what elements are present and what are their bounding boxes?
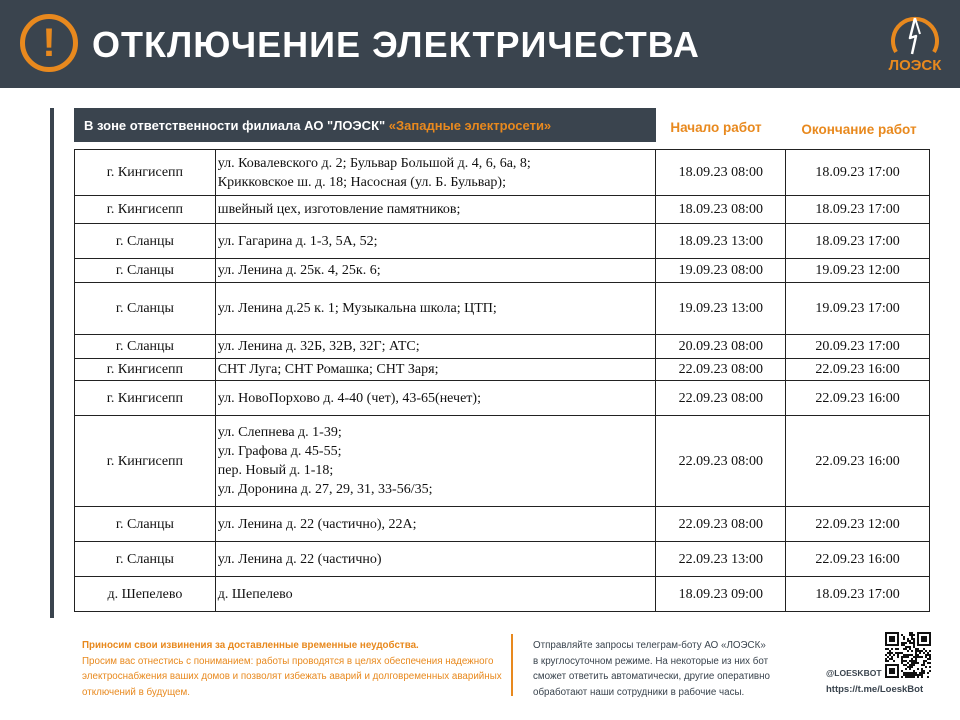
table-row xyxy=(75,507,930,542)
cell-start: 18.09.23 09:00 xyxy=(656,577,786,612)
bot-text-line: сможет ответить автоматически, другие оперативно xyxy=(533,671,770,682)
cell-town: г. Сланцы xyxy=(75,542,216,577)
cell-town: г. Сланцы xyxy=(75,507,216,542)
cell-town: г. Кингисепп xyxy=(75,196,216,224)
table-row xyxy=(75,335,930,359)
cell-end: 18.09.23 17:00 xyxy=(786,224,930,259)
cell-start: 22.09.23 08:00 xyxy=(656,507,786,542)
address-line: ул. Ковалевского д. 2; Бульвар Большой д. 4, 6, 6а, 8; xyxy=(217,155,531,171)
table-row xyxy=(75,283,930,335)
cell-start: 18.09.23 08:00 xyxy=(656,150,786,196)
column-header-start: Начало работ xyxy=(670,120,762,135)
address-line: ул. Слепнева д. 1-39; xyxy=(217,425,342,440)
cell-address xyxy=(215,542,656,577)
cell-start: 20.09.23 08:00 xyxy=(656,335,786,359)
address-line: ул. Доронина д. 27, 29, 31, 33-56/35; xyxy=(217,482,433,497)
table-row xyxy=(75,150,930,196)
cell-address xyxy=(215,416,656,507)
exclamation-icon: ! xyxy=(20,14,78,72)
cell-town: г. Сланцы xyxy=(75,259,216,283)
cell-town: г. Кингисепп xyxy=(75,416,216,507)
outage-table-body xyxy=(75,150,930,612)
cell-town: г. Сланцы xyxy=(75,335,216,359)
qr-code-icon[interactable] xyxy=(885,632,931,678)
cell-start: 22.09.23 08:00 xyxy=(656,381,786,416)
address-line: ул. Ленина д. 22 (частично), 22А; xyxy=(217,516,417,532)
address-line: ул. Ленина д. 32Б, 32В, 32Г; АТС; xyxy=(217,339,420,354)
table-row xyxy=(75,359,930,381)
address-line: пер. Новый д. 1-18; xyxy=(217,463,334,478)
address-line: СНТ Луга; СНТ Ромашка; СНТ Заря; xyxy=(217,362,439,377)
cell-start: 19.09.23 08:00 xyxy=(656,259,786,283)
table-row xyxy=(75,416,930,507)
table-row xyxy=(75,577,930,612)
cell-end: 22.09.23 16:00 xyxy=(786,381,930,416)
cell-end: 20.09.23 17:00 xyxy=(786,335,930,359)
address-line: ул. Ленина д.25 к. 1; Музыкальна школа; ЦТП; xyxy=(217,301,497,316)
lightning-logo-icon xyxy=(890,12,940,56)
page-header xyxy=(0,0,960,88)
bot-link[interactable]: https://t.me/LoeskBot xyxy=(826,684,924,695)
cell-start: 22.09.23 08:00 xyxy=(656,416,786,507)
page-title: ОТКЛЮЧЕНИЕ ЭЛЕКТРИЧЕСТВА xyxy=(92,24,700,65)
outage-table xyxy=(74,149,930,612)
zone-branch: «Западные электросети» xyxy=(388,118,552,133)
footer-divider xyxy=(511,634,513,696)
cell-address xyxy=(215,359,656,381)
table-row xyxy=(75,196,930,224)
cell-end: 18.09.23 17:00 xyxy=(786,150,930,196)
cell-address xyxy=(215,507,656,542)
address-line: ул. Ленина д. 25к. 4, 25к. 6; xyxy=(217,263,381,278)
bot-handle: @LOESKBOT xyxy=(826,668,882,678)
logo-text: ЛОЭСК xyxy=(888,57,942,74)
cell-start: 22.09.23 08:00 xyxy=(656,359,786,381)
cell-town: д. Шепелево xyxy=(75,577,216,612)
side-accent-bar xyxy=(50,108,54,618)
cell-address xyxy=(215,335,656,359)
address-line: ул. Гагарина д. 1-3, 5А, 52; xyxy=(217,233,378,249)
bot-text-line: в круглосуточном режиме. На некоторые из них бот xyxy=(533,655,769,667)
address-line: ул. Ленина д. 22 (частично) xyxy=(217,551,382,567)
address-line: ул. НовоПорхово д. 4-40 (чет), 43-65(нечет); xyxy=(217,390,481,406)
cell-end: 22.09.23 16:00 xyxy=(786,416,930,507)
address-line: швейный цех, изготовление памятников; xyxy=(217,202,461,217)
cell-end: 18.09.23 17:00 xyxy=(786,577,930,612)
cell-end: 22.09.23 16:00 xyxy=(786,542,930,577)
cell-end: 19.09.23 12:00 xyxy=(786,259,930,283)
cell-end: 19.09.23 17:00 xyxy=(786,283,930,335)
cell-start: 18.09.23 13:00 xyxy=(656,224,786,259)
cell-address xyxy=(215,283,656,335)
cell-end: 18.09.23 17:00 xyxy=(786,196,930,224)
cell-town: г. Кингисепп xyxy=(75,359,216,381)
table-row xyxy=(75,259,930,283)
cell-address xyxy=(215,577,656,612)
cell-address xyxy=(215,150,656,196)
address-line: ул. Графова д. 45-55; xyxy=(217,444,342,459)
apology-text: Приносим свои извинения за доставленные временные неудобства. xyxy=(82,640,419,651)
bot-text-line: обработают наши сотрудники в рабочие часы. xyxy=(533,686,745,698)
address-line: Крикковское ш. д. 18; Насосная (ул. Б. Бульвар); xyxy=(217,174,506,190)
apology-block xyxy=(82,638,502,700)
column-header-end: Окончание работ xyxy=(801,122,917,137)
zone-label: В зоне ответственности филиала АО "ЛОЭСК" xyxy=(84,118,386,133)
apology-note: Просим вас отнестись с пониманием: работы проводятся в целях обеспечения надежного электроснабжения ваших домов и позволят избежать аварий и долговременных аварийных отключений в будущем. xyxy=(82,655,502,698)
cell-address xyxy=(215,381,656,416)
cell-start: 18.09.23 08:00 xyxy=(656,196,786,224)
cell-address xyxy=(215,259,656,283)
cell-end: 22.09.23 16:00 xyxy=(786,359,930,381)
cell-start: 19.09.23 13:00 xyxy=(656,283,786,335)
cell-town: г. Кингисепп xyxy=(75,381,216,416)
cell-town: г. Сланцы xyxy=(75,283,216,335)
table-row xyxy=(75,542,930,577)
cell-end: 22.09.23 12:00 xyxy=(786,507,930,542)
cell-address xyxy=(215,196,656,224)
cell-town: г. Кингисепп xyxy=(75,150,216,196)
zone-banner xyxy=(74,108,656,142)
cell-start: 22.09.23 13:00 xyxy=(656,542,786,577)
cell-town: г. Сланцы xyxy=(75,224,216,259)
table-row xyxy=(75,381,930,416)
bot-info-block xyxy=(533,638,813,700)
bot-text-line: Отправляйте запросы телеграм-боту АО «ЛОЭСК» xyxy=(533,640,766,651)
table-row xyxy=(75,224,930,259)
cell-address xyxy=(215,224,656,259)
address-line: д. Шепелево xyxy=(217,586,293,602)
loesk-logo xyxy=(887,12,943,76)
